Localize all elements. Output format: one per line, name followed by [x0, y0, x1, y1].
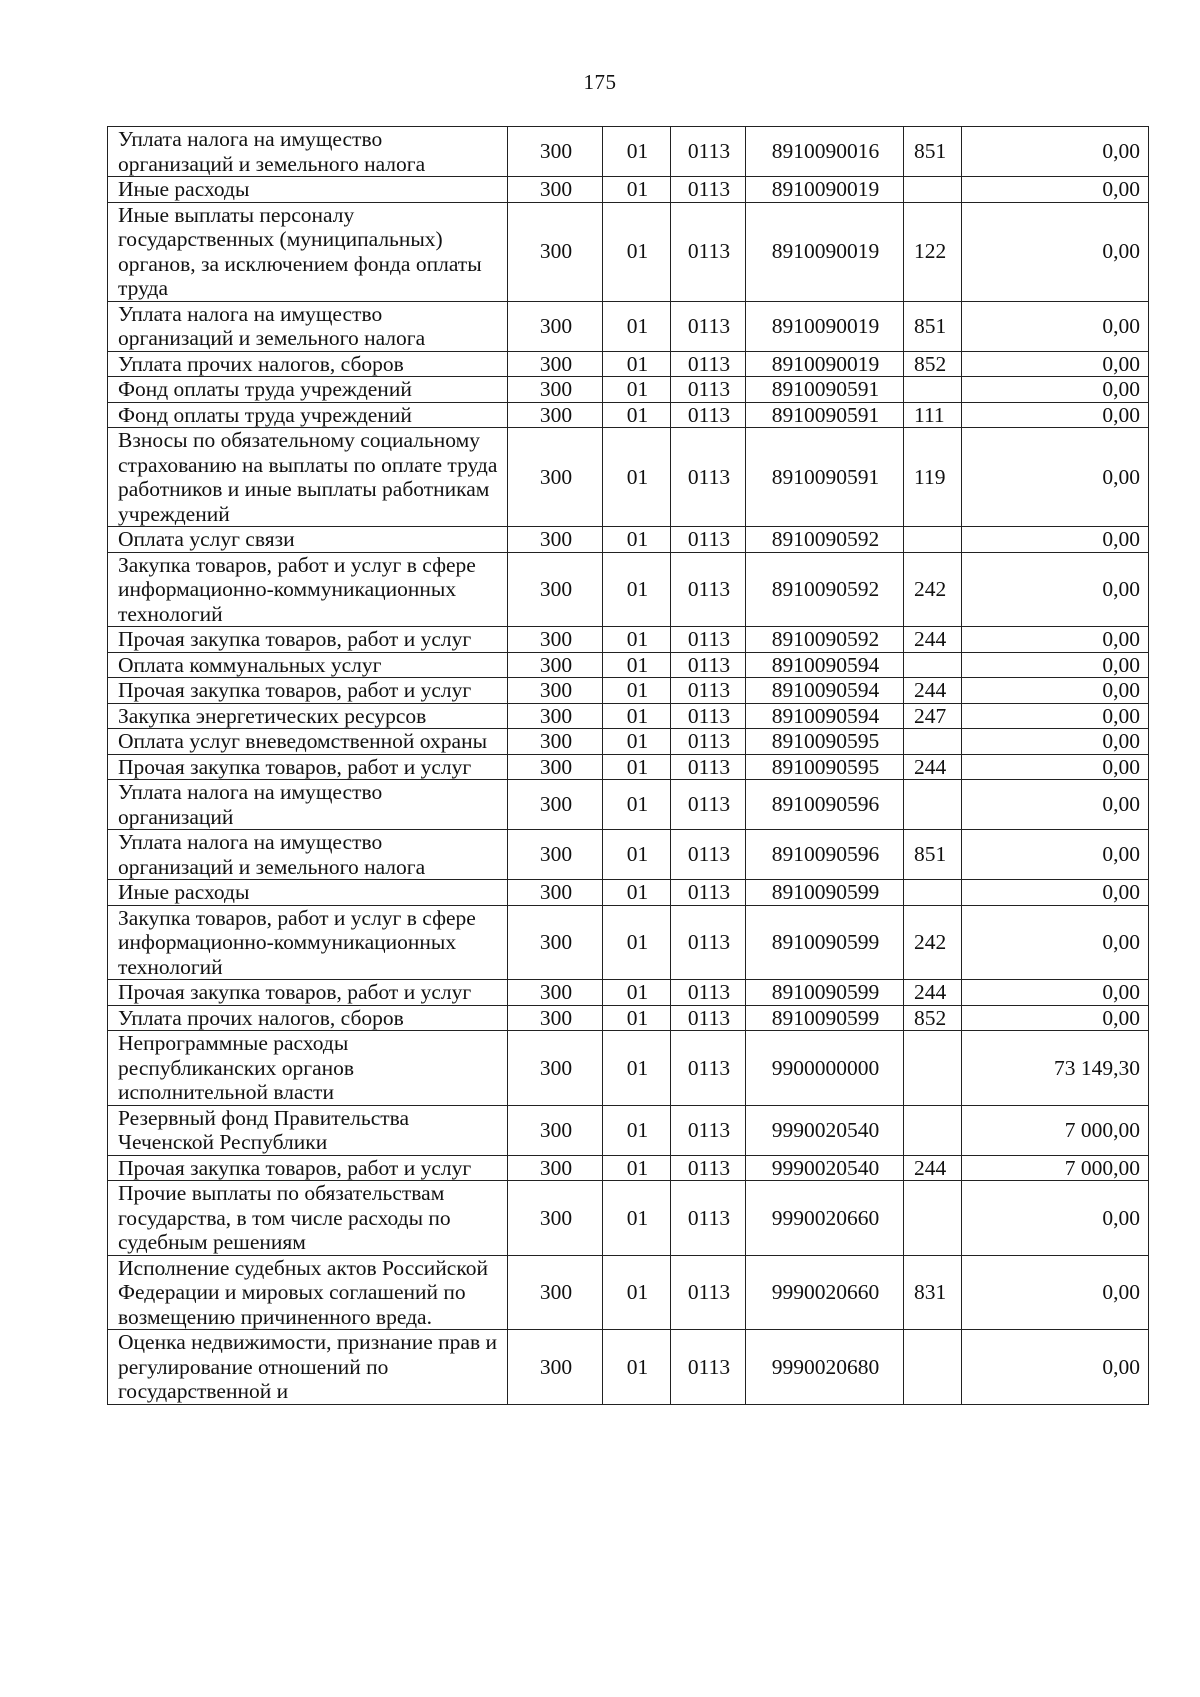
table-row [108, 880, 1149, 906]
cell-name: Прочая закупка товаров, работ и услуг [108, 627, 508, 653]
cell-pr: 0113 [671, 780, 746, 830]
cell-ved: 300 [508, 202, 603, 301]
table-row [108, 652, 1149, 678]
cell-pr: 0113 [671, 729, 746, 755]
cell-csr: 8910090594 [746, 652, 904, 678]
cell-rz: 01 [603, 127, 671, 177]
cell-ved: 300 [508, 552, 603, 627]
cell-sum: 0,00 [962, 428, 1149, 527]
cell-rz: 01 [603, 678, 671, 704]
cell-ved: 300 [508, 127, 603, 177]
cell-name: Иные расходы [108, 177, 508, 203]
cell-pr: 0113 [671, 1155, 746, 1181]
table-row [108, 1330, 1149, 1405]
cell-csr: 8910090591 [746, 402, 904, 428]
cell-ved: 300 [508, 703, 603, 729]
cell-pr: 0113 [671, 1005, 746, 1031]
cell-vr: 242 [904, 905, 962, 980]
cell-sum: 0,00 [962, 552, 1149, 627]
cell-rz: 01 [603, 703, 671, 729]
cell-csr: 9990020660 [746, 1181, 904, 1256]
cell-rz: 01 [603, 1105, 671, 1155]
cell-name: Прочая закупка товаров, работ и услуг [108, 754, 508, 780]
cell-vr: 247 [904, 703, 962, 729]
cell-sum: 0,00 [962, 905, 1149, 980]
cell-csr: 8910090599 [746, 980, 904, 1006]
cell-name: Закупка товаров, работ и услуг в сфере информационно-коммуникационных технологий [108, 905, 508, 980]
cell-csr: 8910090594 [746, 703, 904, 729]
cell-sum: 0,00 [962, 1181, 1149, 1256]
cell-sum: 0,00 [962, 830, 1149, 880]
cell-rz: 01 [603, 177, 671, 203]
cell-rz: 01 [603, 428, 671, 527]
budget-table [107, 126, 1149, 1405]
cell-ved: 300 [508, 1181, 603, 1256]
cell-ved: 300 [508, 1330, 603, 1405]
table-row [108, 1255, 1149, 1330]
cell-pr: 0113 [671, 880, 746, 906]
table-row [108, 627, 1149, 653]
cell-sum: 0,00 [962, 177, 1149, 203]
cell-sum: 0,00 [962, 880, 1149, 906]
cell-csr: 8910090019 [746, 177, 904, 203]
cell-pr: 0113 [671, 301, 746, 351]
cell-rz: 01 [603, 402, 671, 428]
cell-pr: 0113 [671, 1105, 746, 1155]
cell-csr: 8910090016 [746, 127, 904, 177]
cell-vr [904, 729, 962, 755]
table-row [108, 301, 1149, 351]
table-row [108, 177, 1149, 203]
table-row [108, 127, 1149, 177]
cell-csr: 8910090591 [746, 428, 904, 527]
cell-ved: 300 [508, 351, 603, 377]
cell-sum: 0,00 [962, 377, 1149, 403]
cell-ved: 300 [508, 527, 603, 553]
cell-csr: 8910090595 [746, 729, 904, 755]
cell-sum: 0,00 [962, 729, 1149, 755]
cell-sum: 7 000,00 [962, 1155, 1149, 1181]
table-row [108, 351, 1149, 377]
cell-ved: 300 [508, 754, 603, 780]
cell-pr: 0113 [671, 527, 746, 553]
cell-vr: 851 [904, 830, 962, 880]
cell-vr: 111 [904, 402, 962, 428]
cell-pr: 0113 [671, 830, 746, 880]
cell-name: Оплата услуг связи [108, 527, 508, 553]
cell-name: Уплата налога на имущество организаций и земельного налога [108, 301, 508, 351]
cell-csr: 8910090594 [746, 678, 904, 704]
cell-name: Иные выплаты персоналу государственных (муниципальных) органов, за исключением фонда оплаты труда [108, 202, 508, 301]
table-row [108, 377, 1149, 403]
page-number: 175 [583, 70, 617, 94]
cell-name: Закупка товаров, работ и услуг в сфере информационно-коммуникационных технологий [108, 552, 508, 627]
cell-rz: 01 [603, 377, 671, 403]
cell-pr: 0113 [671, 905, 746, 980]
cell-name: Прочая закупка товаров, работ и услуг [108, 1155, 508, 1181]
cell-ved: 300 [508, 1005, 603, 1031]
cell-vr: 852 [904, 351, 962, 377]
cell-csr: 8910090019 [746, 301, 904, 351]
cell-vr [904, 1330, 962, 1405]
cell-ved: 300 [508, 980, 603, 1006]
cell-csr: 8910090599 [746, 905, 904, 980]
cell-name: Фонд оплаты труда учреждений [108, 377, 508, 403]
cell-rz: 01 [603, 627, 671, 653]
cell-pr: 0113 [671, 678, 746, 704]
cell-ved: 300 [508, 627, 603, 653]
cell-vr [904, 652, 962, 678]
cell-csr: 9900000000 [746, 1031, 904, 1106]
cell-sum: 0,00 [962, 678, 1149, 704]
cell-name: Взносы по обязательному социальному страхованию на выплаты по оплате труда работников и иные выплаты работникам учреждений [108, 428, 508, 527]
cell-name: Оплата услуг вневедомственной охраны [108, 729, 508, 755]
cell-rz: 01 [603, 1255, 671, 1330]
cell-ved: 300 [508, 780, 603, 830]
cell-sum: 0,00 [962, 402, 1149, 428]
cell-vr: 244 [904, 754, 962, 780]
cell-csr: 8910090019 [746, 202, 904, 301]
table-row [108, 703, 1149, 729]
cell-csr: 8910090596 [746, 780, 904, 830]
cell-sum: 0,00 [962, 301, 1149, 351]
cell-vr [904, 780, 962, 830]
cell-ved: 300 [508, 905, 603, 980]
cell-pr: 0113 [671, 202, 746, 301]
cell-name: Уплата налога на имущество организаций [108, 780, 508, 830]
table-row [108, 402, 1149, 428]
cell-pr: 0113 [671, 177, 746, 203]
cell-csr: 8910090592 [746, 527, 904, 553]
cell-vr [904, 880, 962, 906]
table-row [108, 202, 1149, 301]
cell-name: Исполнение судебных актов Российской Федерации и мировых соглашений по возмещению причиненного вреда. [108, 1255, 508, 1330]
cell-rz: 01 [603, 1181, 671, 1256]
cell-sum: 0,00 [962, 1005, 1149, 1031]
cell-vr: 851 [904, 301, 962, 351]
cell-vr: 244 [904, 980, 962, 1006]
cell-rz: 01 [603, 754, 671, 780]
cell-ved: 300 [508, 377, 603, 403]
table-row [108, 754, 1149, 780]
cell-name: Уплата налога на имущество организаций и земельного налога [108, 830, 508, 880]
cell-rz: 01 [603, 652, 671, 678]
cell-vr: 244 [904, 678, 962, 704]
cell-ved: 300 [508, 1105, 603, 1155]
table-row [108, 1181, 1149, 1256]
cell-rz: 01 [603, 980, 671, 1006]
cell-csr: 8910090592 [746, 627, 904, 653]
cell-vr [904, 377, 962, 403]
cell-sum: 7 000,00 [962, 1105, 1149, 1155]
cell-csr: 8910090596 [746, 830, 904, 880]
table-row [108, 552, 1149, 627]
cell-ved: 300 [508, 1155, 603, 1181]
cell-name: Уплата налога на имущество организаций и земельного налога [108, 127, 508, 177]
cell-name: Уплата прочих налогов, сборов [108, 351, 508, 377]
cell-pr: 0113 [671, 1255, 746, 1330]
table-row [108, 1005, 1149, 1031]
table-row [108, 1105, 1149, 1155]
cell-rz: 01 [603, 780, 671, 830]
cell-vr: 851 [904, 127, 962, 177]
cell-pr: 0113 [671, 351, 746, 377]
cell-vr: 244 [904, 627, 962, 653]
cell-rz: 01 [603, 880, 671, 906]
cell-ved: 300 [508, 729, 603, 755]
cell-sum: 0,00 [962, 127, 1149, 177]
cell-vr [904, 527, 962, 553]
cell-ved: 300 [508, 1031, 603, 1106]
cell-ved: 300 [508, 402, 603, 428]
cell-pr: 0113 [671, 127, 746, 177]
cell-csr: 9990020660 [746, 1255, 904, 1330]
cell-name: Фонд оплаты труда учреждений [108, 402, 508, 428]
cell-csr: 9990020680 [746, 1330, 904, 1405]
cell-sum: 0,00 [962, 780, 1149, 830]
table-row [108, 980, 1149, 1006]
cell-pr: 0113 [671, 652, 746, 678]
table-row [108, 729, 1149, 755]
cell-pr: 0113 [671, 428, 746, 527]
cell-rz: 01 [603, 1031, 671, 1106]
cell-rz: 01 [603, 1155, 671, 1181]
cell-pr: 0113 [671, 703, 746, 729]
cell-ved: 300 [508, 880, 603, 906]
cell-rz: 01 [603, 1005, 671, 1031]
cell-rz: 01 [603, 729, 671, 755]
cell-name: Непрограммные расходы республиканских органов исполнительной власти [108, 1031, 508, 1106]
cell-ved: 300 [508, 830, 603, 880]
cell-vr [904, 1105, 962, 1155]
table-row [108, 527, 1149, 553]
cell-rz: 01 [603, 1330, 671, 1405]
cell-rz: 01 [603, 202, 671, 301]
cell-rz: 01 [603, 830, 671, 880]
cell-ved: 300 [508, 652, 603, 678]
cell-rz: 01 [603, 351, 671, 377]
cell-pr: 0113 [671, 1330, 746, 1405]
cell-ved: 300 [508, 678, 603, 704]
cell-csr: 9990020540 [746, 1155, 904, 1181]
table-row [108, 428, 1149, 527]
cell-rz: 01 [603, 552, 671, 627]
cell-sum: 73 149,30 [962, 1031, 1149, 1106]
cell-vr [904, 177, 962, 203]
cell-rz: 01 [603, 905, 671, 980]
cell-sum: 0,00 [962, 351, 1149, 377]
cell-sum: 0,00 [962, 652, 1149, 678]
table-row [108, 1155, 1149, 1181]
cell-vr: 852 [904, 1005, 962, 1031]
table-row [108, 905, 1149, 980]
cell-rz: 01 [603, 527, 671, 553]
cell-ved: 300 [508, 428, 603, 527]
cell-name: Уплата прочих налогов, сборов [108, 1005, 508, 1031]
cell-csr: 8910090599 [746, 1005, 904, 1031]
cell-pr: 0113 [671, 377, 746, 403]
cell-name: Оплата коммунальных услуг [108, 652, 508, 678]
cell-sum: 0,00 [962, 754, 1149, 780]
cell-pr: 0113 [671, 402, 746, 428]
cell-vr: 831 [904, 1255, 962, 1330]
cell-csr: 9990020540 [746, 1105, 904, 1155]
cell-pr: 0113 [671, 980, 746, 1006]
cell-csr: 8910090592 [746, 552, 904, 627]
cell-vr [904, 1181, 962, 1256]
cell-csr: 8910090595 [746, 754, 904, 780]
cell-vr: 119 [904, 428, 962, 527]
cell-name: Резервный фонд Правительства Чеченской Республики [108, 1105, 508, 1155]
cell-pr: 0113 [671, 754, 746, 780]
cell-ved: 300 [508, 301, 603, 351]
cell-name: Прочие выплаты по обязательствам государства, в том числе расходы по судебным решениям [108, 1181, 508, 1256]
cell-pr: 0113 [671, 1031, 746, 1106]
table-row [108, 780, 1149, 830]
cell-pr: 0113 [671, 1181, 746, 1256]
cell-sum: 0,00 [962, 1330, 1149, 1405]
cell-vr: 122 [904, 202, 962, 301]
cell-csr: 8910090599 [746, 880, 904, 906]
cell-sum: 0,00 [962, 527, 1149, 553]
cell-name: Закупка энергетических ресурсов [108, 703, 508, 729]
cell-sum: 0,00 [962, 703, 1149, 729]
cell-sum: 0,00 [962, 980, 1149, 1006]
cell-name: Прочая закупка товаров, работ и услуг [108, 980, 508, 1006]
cell-sum: 0,00 [962, 1255, 1149, 1330]
cell-csr: 8910090591 [746, 377, 904, 403]
cell-pr: 0113 [671, 552, 746, 627]
cell-name: Прочая закупка товаров, работ и услуг [108, 678, 508, 704]
cell-csr: 8910090019 [746, 351, 904, 377]
cell-ved: 300 [508, 177, 603, 203]
cell-vr: 244 [904, 1155, 962, 1181]
table-row [108, 1031, 1149, 1106]
cell-rz: 01 [603, 301, 671, 351]
cell-vr [904, 1031, 962, 1106]
table-row [108, 830, 1149, 880]
cell-ved: 300 [508, 1255, 603, 1330]
table-row [108, 678, 1149, 704]
cell-pr: 0113 [671, 627, 746, 653]
cell-name: Оценка недвижимости, признание прав и регулирование отношений по государственной и [108, 1330, 508, 1405]
cell-sum: 0,00 [962, 627, 1149, 653]
cell-sum: 0,00 [962, 202, 1149, 301]
cell-vr: 242 [904, 552, 962, 627]
cell-name: Иные расходы [108, 880, 508, 906]
